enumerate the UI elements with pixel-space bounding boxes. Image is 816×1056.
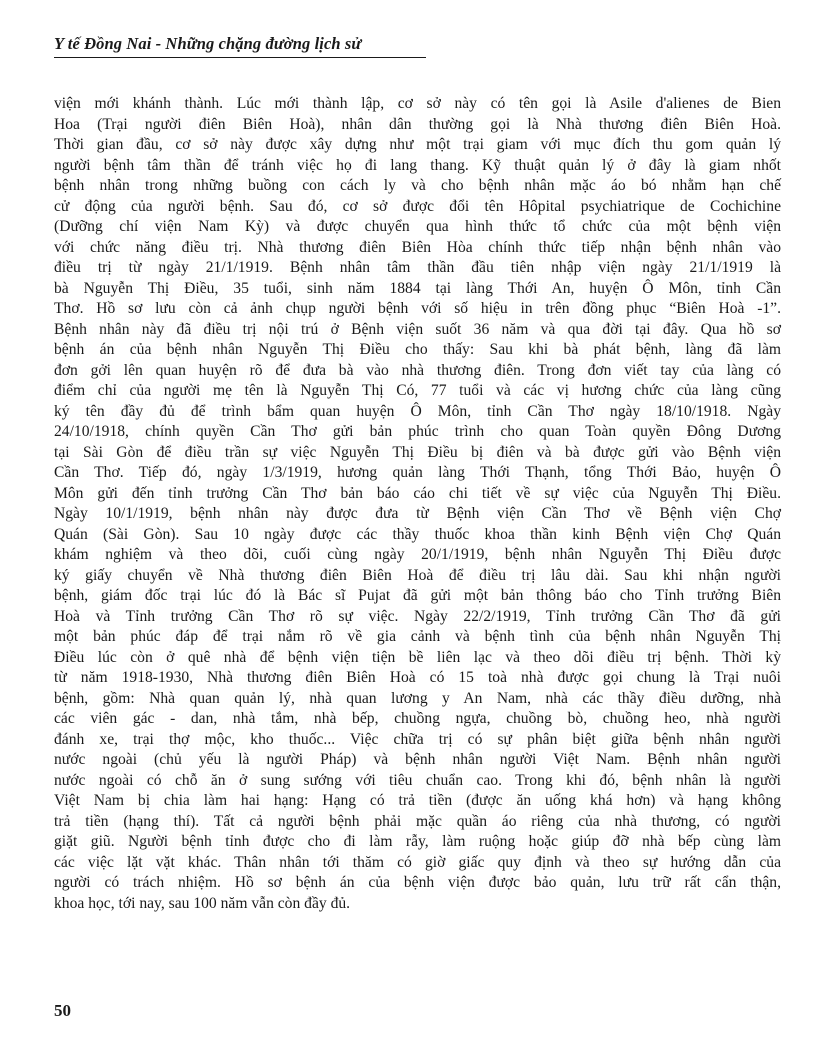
text-line: 24/10/1918, chính quyền Cần Thơ gửi bản phúc trình cho quan Toàn quyền Đông Dương <box>54 423 781 440</box>
text-line: các việc lặt vặt khác. Thân nhân tới thăm có giờ giấc quy định và theo sự hướng dẫn của <box>54 853 781 871</box>
text-line: Quán (Sài Gòn). Sau 10 ngày được các thầy thuốc khoa thần kinh Bệnh viện Chợ Quán <box>54 525 781 543</box>
text-line: bà Nguyễn Thị Điều, 35 tuổi, sinh năm 1884 tại làng Thới An, huyện Ô Môn, tỉnh Cần <box>54 279 781 297</box>
text-line: cử động của người bệnh. Sau đó, cơ sở được đổi tên Hôpital psychiatrique de Cochichine <box>54 197 781 215</box>
text-line: bệnh, giám đốc trại lúc đó là Bác sĩ Pujat đã gửi một bản thông báo cho Tỉnh trưởng Biên <box>54 587 781 604</box>
text-line: điều trị từ ngày 21/1/1919. Bệnh nhân tâm thần đầu tiên nhập viện ngày 21/1/1919 là <box>54 259 781 276</box>
text-line: bệnh, gồm: Nhà quan quản lý, nhà quan lương y An Nam, nhà các thầy điều dưỡng, nhà <box>54 689 781 707</box>
text-line: nước ngoài (chủ yếu là người Pháp) và bệnh nhân người Việt Nam. Bệnh nhân người <box>54 751 781 768</box>
text-line: Thơ. Hồ sơ lưu còn cả ảnh chụp người bệnh với số hiệu in trên đồng phục “Biên Hoà -1”. <box>54 300 781 317</box>
text-line: ký giấy chuyển về Nhà thương điên Biên Hoà để điều trị lâu dài. Sau khi nhận người <box>54 566 781 584</box>
text-line: tại Sài Gòn để điều trần sự việc Nguyễn Thị Điều bị điên và bà được gửi vào Bệnh viện <box>54 443 781 461</box>
text-line: với chức năng điều trị. Nhà thương điên Biên Hòa chính thức tiếp nhận bệnh nhân vào <box>54 238 781 256</box>
text-line: nước ngoài có chỗ ăn ở sung sướng với tiêu chuẩn cao. Trong khi đó, bệnh nhân là người <box>54 771 781 789</box>
text-line: Hoà và Tỉnh trưởng Cần Thơ rõ sự việc. Ngày 22/2/1919, Tỉnh trưởng Cần Thơ đã gửi <box>54 607 781 625</box>
running-header: Y tế Đồng Nai - Những chặng đường lịch sử <box>54 34 426 58</box>
text-line: đánh xe, trại thợ mộc, kho thuốc... Việc chữa trị có sự phân biệt giữa bệnh nhân người <box>54 730 781 748</box>
text-line: điểm chỉ của người mẹ tên là Nguyễn Thị Có, 77 tuổi và các vị hương chức của làng cũng <box>54 382 781 399</box>
text-line: khám nghiệm và theo dõi, cuối cùng ngày 20/1/1919, bệnh nhân Nguyễn Thị Điều được <box>54 546 781 563</box>
text-line: Môn gửi đến tỉnh trưởng Cần Thơ bản báo cáo chi tiết về sự việc của Nguyễn Thị Điều. <box>54 484 781 502</box>
text-line: Điều lúc còn ở quê nhà để bệnh viện tiện bề liên lạc và theo dõi điều trị bệnh. Thời kỳ <box>54 648 781 666</box>
text-line: người bệnh tâm thần để tránh việc họ đi lang thang. Kỹ thuật quản lý ở đây là giam nhốt <box>54 156 781 174</box>
text-line: đơn gởi lên quan huyện rõ để đưa bà vào nhà thương điên. Trong đơn viết tay của làng có <box>54 361 781 379</box>
text-line: bệnh nhân trong những buồng con cách ly và cho bệnh nhân mặc áo bó nhằm hạn chế <box>54 177 781 194</box>
text-line: một bản phúc đáp để trại nắm rõ về gia cảnh và bệnh tình của bệnh nhân Nguyễn Thị <box>54 628 781 645</box>
text-line: Hoa (Trại người điên Biên Hoà), nhân dân thường gọi là Nhà thương điên Biên Hoà. <box>54 115 781 133</box>
page-number: 50 <box>54 1001 71 1020</box>
text-line: (Dưỡng chí viện Nam Kỳ) và được chuyển qua hình thức tổ chức của một bệnh viện <box>54 218 781 235</box>
text-line: Việt Nam bị chia làm hai hạng: Hạng có trả tiền (được ăn uống khá hơn) và hạng không <box>54 792 781 809</box>
text-line: viện mới khánh thành. Lúc mới thành lập, cơ sở này có tên gọi là Asile d'alienes de Bien <box>54 95 781 112</box>
text-line: khoa học, tới nay, sau 100 năm vẫn còn đầy đủ. <box>54 894 351 912</box>
text-line: người có trách nhiệm. Hồ sơ bệnh án của bệnh viện được bảo quản, lưu trữ rất cẩn thận, <box>54 874 781 891</box>
text-line: Cần Thơ. Tiếp đó, ngày 1/3/1919, hương quản làng Thới Thạnh, tổng Thới Bảo, huyện Ô <box>54 464 781 481</box>
text-line: bệnh án của bệnh nhân Nguyễn Thị Điều cho thấy: Sau khi bà phát bệnh, làng đã làm <box>54 341 781 358</box>
text-line: các viên gác - dan, nhà tắm, nhà bếp, chuồng ngựa, chuồng bò, chuồng heo, nhà người <box>54 710 781 727</box>
text-line: Thời gian đầu, cơ sở này được xây dựng như một trại giam với mục đích thu gom quản lý <box>54 136 781 153</box>
text-line: giặt giũ. Người bệnh tỉnh được cho đi làm rẫy, làm ruộng hoặc giúp đỡ nhà bếp cùng làm <box>54 833 781 850</box>
text-line: Bệnh nhân này đã điều trị nội trú ở Bệnh viện suốt 36 năm và qua đời tại đây. Qua hồ sơ <box>54 320 781 338</box>
text-line: trả tiền (hạng thí). Tất cả người bệnh phải mặc quần áo riêng của nhà thương, có người <box>54 812 781 830</box>
text-line: Ngày 10/1/1919, bệnh nhân này được đưa từ Bệnh viện Cần Thơ về Bệnh viện Chợ <box>54 505 781 522</box>
text-line: từ năm 1918-1930, Nhà thương điên Biên Hoà có 15 toà nhà được gọi chung là Trại nuôi <box>54 669 781 686</box>
text-line: ký tên đầy đủ để trình bẩm quan huyện Ô Môn, tỉnh Cần Thơ ngày 18/10/1918. Ngày <box>54 402 781 420</box>
body-paragraph <box>54 94 781 914</box>
